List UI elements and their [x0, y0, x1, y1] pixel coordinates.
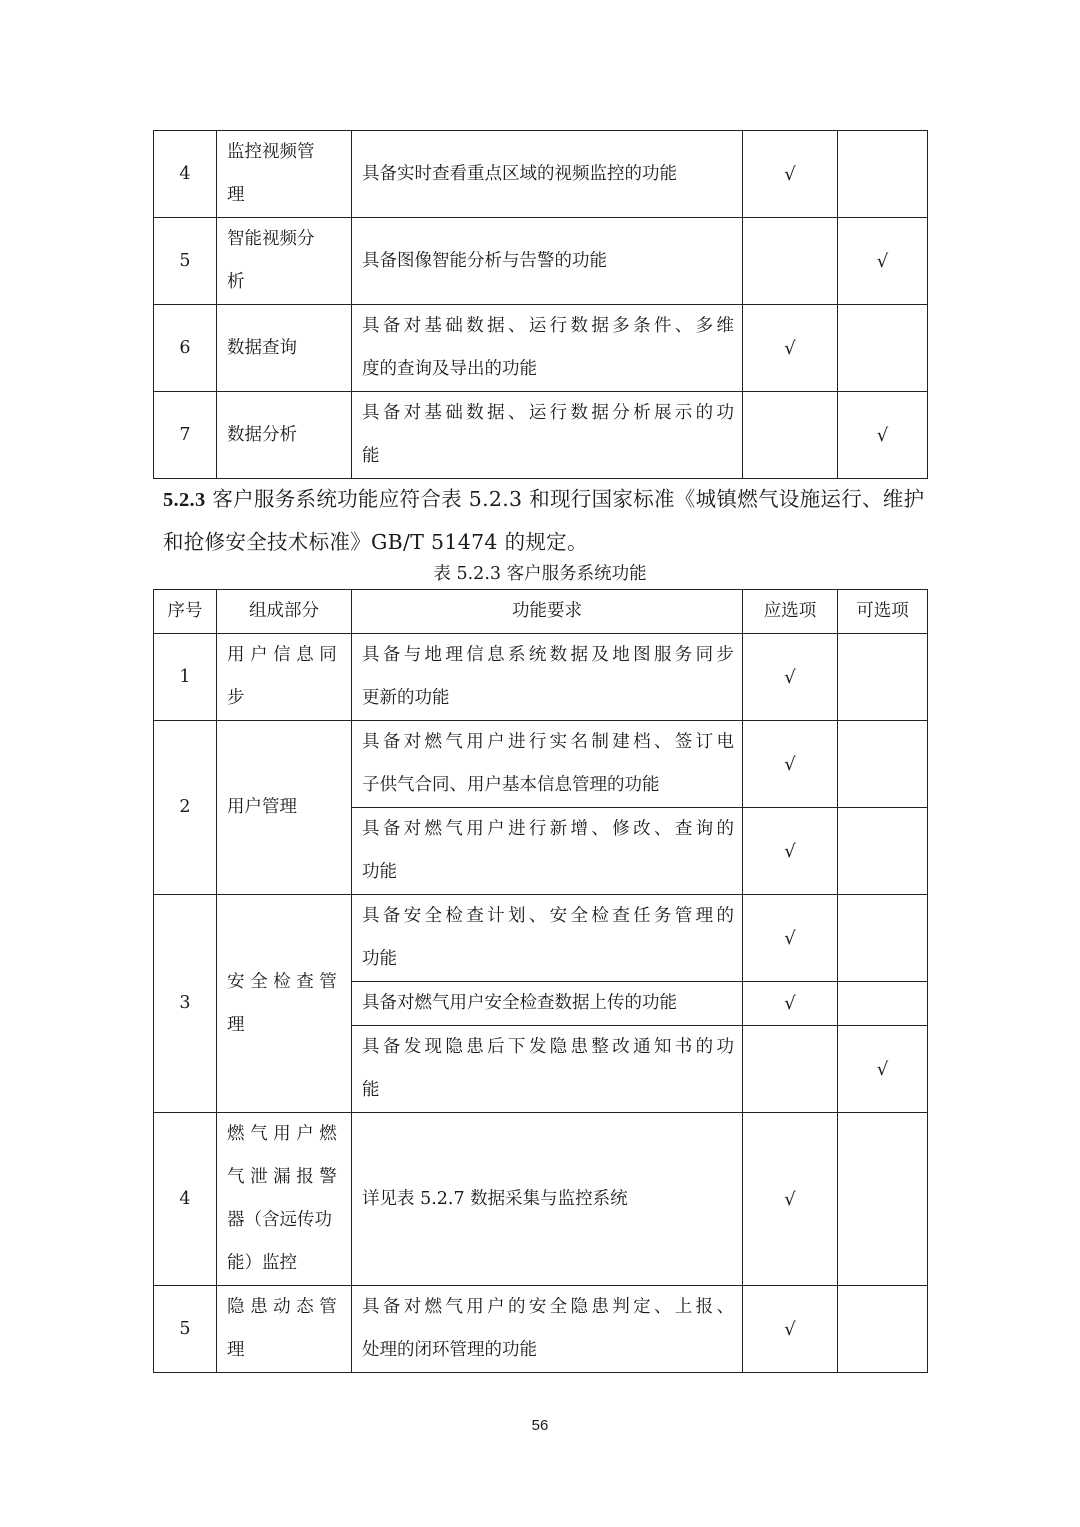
- page-number: 56: [531, 1417, 549, 1434]
- row-number: 2: [154, 721, 217, 895]
- optional-mark: [838, 131, 928, 218]
- optional-mark: [838, 895, 928, 982]
- requirement-line: 具备对燃气用户的安全隐患判定、上报、: [362, 1297, 734, 1317]
- table-row: [154, 1286, 928, 1373]
- component-line: 步: [227, 688, 245, 708]
- clause-paragraph: [163, 478, 933, 563]
- optional-mark: [838, 721, 928, 808]
- requirement-line: 具备对基础数据、运行数据多条件、多维: [362, 316, 734, 336]
- requirement-cell: [352, 634, 743, 721]
- required-mark: √: [743, 131, 838, 218]
- component-cell: 数据分析: [217, 392, 352, 479]
- clause-text: 客户服务系统功能应符合表 5.2.3 和现行国家标准《城镇燃气设施运行、维护和抢修安全技术标准》GB/T 51474 的规定。: [163, 487, 925, 554]
- component-line: 理: [227, 1014, 245, 1035]
- component-line: 气 泄 漏 报 警: [227, 1167, 337, 1187]
- component-cell: 用户管理: [217, 721, 352, 895]
- requirement-line: 具备对燃气用户进行新增、修改、查询的: [362, 819, 734, 839]
- component-cell: [217, 1286, 352, 1373]
- requirement-cell: 详见表 5.2.7 数据采集与监控系统: [352, 1113, 743, 1286]
- requirement-cell: [352, 305, 743, 392]
- component-line: 智能视频分: [227, 229, 315, 249]
- requirement-line: 具备发现隐患后下发隐患整改通知书的功: [362, 1037, 734, 1057]
- component-cell: [217, 1113, 352, 1286]
- component-line: 器（含远传功: [227, 1210, 332, 1230]
- table-row: [154, 721, 928, 808]
- component-line: 燃 气 用 户 燃: [227, 1124, 337, 1144]
- row-number: 4: [154, 131, 217, 218]
- table-caption: 表 5.2.3 客户服务系统功能: [433, 564, 647, 584]
- table-row: [154, 1113, 928, 1286]
- row-number: 5: [154, 218, 217, 305]
- requirement-cell: 具备图像智能分析与告警的功能: [352, 218, 743, 305]
- component-cell: [217, 218, 352, 305]
- optional-mark: [838, 808, 928, 895]
- required-mark: √: [743, 721, 838, 808]
- optional-mark: [838, 1286, 928, 1373]
- header-component: 组成部分: [217, 590, 352, 634]
- header-requirement: 功能要求: [352, 590, 743, 634]
- table-row: [154, 131, 928, 218]
- table-row: [154, 305, 928, 392]
- component-line: 析: [227, 272, 245, 292]
- requirement-line: 处理的闭环管理的功能: [362, 1340, 537, 1360]
- component-cell: [217, 895, 352, 1113]
- requirement-line: 具备与地理信息系统数据及地图服务同步: [362, 645, 734, 665]
- requirement-line: 能: [362, 446, 380, 466]
- row-number: 1: [154, 634, 217, 721]
- table-row: [154, 392, 928, 479]
- required-mark: √: [743, 982, 838, 1026]
- requirement-line: 更新的功能: [362, 688, 450, 708]
- required-mark: [743, 1026, 838, 1113]
- requirement-cell: [352, 1286, 743, 1373]
- required-mark: √: [743, 895, 838, 982]
- table-row: [154, 895, 928, 982]
- row-number: 3: [154, 895, 217, 1113]
- required-mark: √: [743, 634, 838, 721]
- requirement-line: 能: [362, 1080, 380, 1100]
- requirement-line: 度的查询及导出的功能: [362, 359, 537, 379]
- continuation-table: [153, 130, 928, 479]
- optional-mark: [838, 1113, 928, 1286]
- requirement-cell: [352, 721, 743, 808]
- required-mark: √: [743, 808, 838, 895]
- requirement-line: 具备安全检查计划、安全检查任务管理的: [362, 906, 734, 926]
- requirement-cell: [352, 808, 743, 895]
- requirement-line: 功能: [362, 862, 397, 882]
- header-no: 序号: [154, 590, 217, 634]
- required-mark: √: [743, 1113, 838, 1286]
- requirement-cell: 具备对燃气用户安全检查数据上传的功能: [352, 982, 743, 1026]
- optional-mark: √: [838, 392, 928, 479]
- table-row: [154, 218, 928, 305]
- row-number: 5: [154, 1286, 217, 1373]
- required-mark: [743, 218, 838, 305]
- component-line: 理: [227, 1340, 245, 1360]
- row-number: 4: [154, 1113, 217, 1286]
- customer-service-function-table: [153, 589, 928, 1373]
- clause-number: 5.2.3: [163, 489, 206, 511]
- requirement-cell: 具备实时查看重点区域的视频监控的功能: [352, 131, 743, 218]
- requirement-cell: [352, 392, 743, 479]
- component-line: 监控视频管: [227, 142, 315, 162]
- requirement-cell: [352, 895, 743, 982]
- requirement-line: 具备对基础数据、运行数据分析展示的功: [362, 403, 734, 423]
- optional-mark: [838, 634, 928, 721]
- required-mark: √: [743, 1286, 838, 1373]
- component-line: 安 全 检 查 管: [227, 971, 337, 992]
- row-number: 7: [154, 392, 217, 479]
- optional-mark: √: [838, 218, 928, 305]
- table-header-row: [154, 590, 928, 634]
- row-number: 6: [154, 305, 217, 392]
- header-optional: 可选项: [838, 590, 928, 634]
- optional-mark: √: [838, 1026, 928, 1113]
- required-mark: [743, 392, 838, 479]
- table-row: [154, 634, 928, 721]
- requirement-line: 具备对燃气用户进行实名制建档、签订电: [362, 732, 734, 752]
- component-cell: 数据查询: [217, 305, 352, 392]
- optional-mark: [838, 982, 928, 1026]
- component-cell: [217, 634, 352, 721]
- header-required: 应选项: [743, 590, 838, 634]
- required-mark: √: [743, 305, 838, 392]
- requirement-line: 功能: [362, 949, 397, 969]
- optional-mark: [838, 305, 928, 392]
- requirement-cell: [352, 1026, 743, 1113]
- component-line: 理: [227, 185, 245, 205]
- requirement-line: 子供气合同、用户基本信息管理的功能: [362, 775, 660, 795]
- component-line: 用 户 信 息 同: [227, 645, 337, 665]
- component-line: 隐 患 动 态 管: [227, 1297, 337, 1317]
- component-cell: [217, 131, 352, 218]
- component-line: 能）监控: [227, 1253, 297, 1273]
